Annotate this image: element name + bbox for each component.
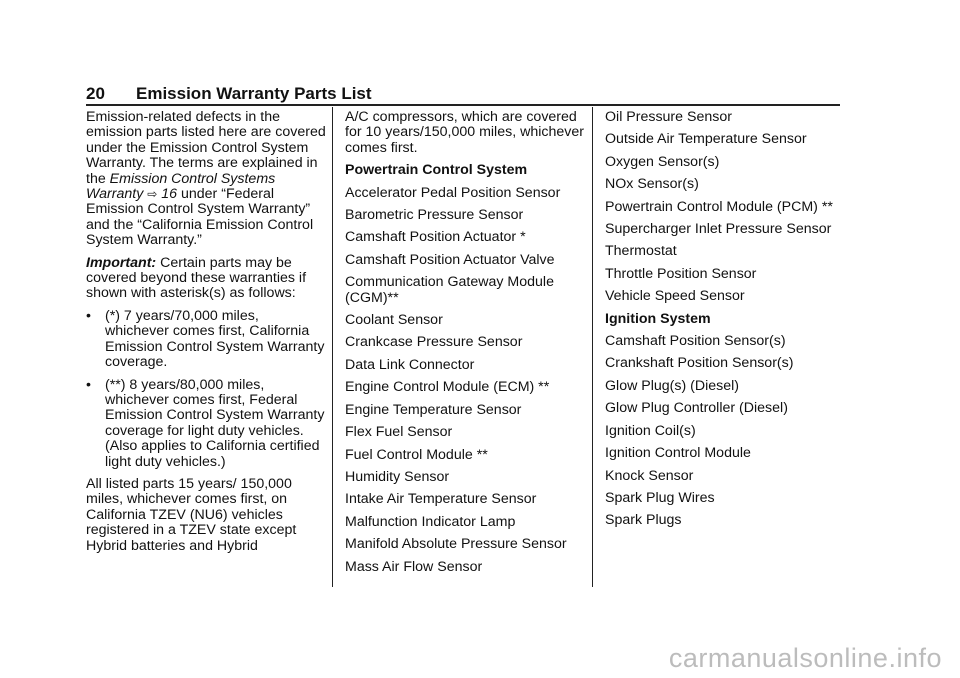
parts-list-item: Ignition Control Module xyxy=(605,445,751,462)
intro-paragraph xyxy=(86,110,326,249)
parts-list-item: Glow Plug Controller (Diesel) xyxy=(605,400,788,417)
column-3 xyxy=(605,110,850,536)
bullet-marker: • xyxy=(86,307,91,324)
parts-list-item: Spark Plugs xyxy=(605,512,682,529)
important-text: Certain parts may be covered beyond these warranties if shown with asterisk(s) as follows: xyxy=(86,254,307,302)
parts-list-item: Engine Control Module (ECM) ** xyxy=(345,379,550,396)
parts-list-item: Ignition Coil(s) xyxy=(605,422,696,439)
bullet-text: (**) 8 years/80,000 miles, whichever comes first, Federal Emission Control System Warranty coverage for light duty vehicles. (Also applies to California certified light duty vehicles.) xyxy=(105,376,325,470)
bullet-item xyxy=(86,378,326,470)
parts-list-item: Mass Air Flow Sensor xyxy=(345,558,483,575)
parts-list-item: Supercharger Inlet Pressure Sensor xyxy=(605,221,832,238)
parts-list-item: Manifold Absolute Pressure Sensor xyxy=(345,536,567,553)
parts-list-item: Accelerator Pedal Position Sensor xyxy=(345,184,561,201)
warranty-link[interactable]: Emission Control Systems Warranty xyxy=(86,170,276,203)
header-rule xyxy=(86,104,840,106)
parts-list-item: Outside Air Temperature Sensor xyxy=(605,131,807,148)
parts-list-item: Powertrain Control Module (PCM) ** xyxy=(605,198,833,215)
column-2 xyxy=(345,110,585,582)
continuation-text: A/C compressors, which are covered for 10 years/150,000 miles, whichever comes first. xyxy=(345,109,584,156)
parts-list-item: Malfunction Indicator Lamp xyxy=(345,513,516,530)
parts-list-item: Camshaft Position Actuator * xyxy=(345,229,526,246)
ignition-parts-list xyxy=(605,334,850,529)
watermark: carmanualsonline.info xyxy=(668,643,942,673)
parts-list-item: Oil Pressure Sensor xyxy=(605,109,732,125)
parts-list-item: Engine Temperature Sensor xyxy=(345,401,522,418)
parts-list-item: Vehicle Speed Sensor xyxy=(605,288,745,305)
powertrain-parts-list xyxy=(345,186,585,575)
column-divider-1 xyxy=(332,107,333,587)
parts-list-item: Thermostat xyxy=(605,243,677,260)
page-header xyxy=(86,84,840,104)
page-number: 20 xyxy=(86,84,105,103)
parts-list-item: Coolant Sensor xyxy=(345,312,443,329)
parts-list-item: Knock Sensor xyxy=(605,467,694,484)
parts-list-item: Spark Plug Wires xyxy=(605,489,715,506)
parts-list-item: Data Link Connector xyxy=(345,356,475,373)
parts-list-item: Barometric Pressure Sensor xyxy=(345,207,524,224)
page-ref-number[interactable]: 16 xyxy=(161,186,178,203)
parts-list-item: Crankcase Pressure Sensor xyxy=(345,334,523,351)
important-label: Important: xyxy=(86,254,157,271)
parts-list-item: Glow Plug(s) (Diesel) xyxy=(605,377,740,394)
parts-list-item: NOx Sensor(s) xyxy=(605,176,699,193)
important-note xyxy=(86,256,326,302)
intro-text-continued: under “Federal Emission Control System Warranty” and the “California Emission Control System Warranty.” xyxy=(86,186,314,249)
closing-paragraph: All listed parts 15 years/ 150,000 miles, whichever comes first, on California TZEV (NU6) vehicles registered in a TZEV state except Hybrid batteries and Hybrid xyxy=(86,475,297,554)
bullet-marker: • xyxy=(86,376,91,393)
parts-list-item: Camshaft Position Actuator Valve xyxy=(345,251,555,268)
column-1 xyxy=(86,110,326,561)
parts-list-item: Communication Gateway Module (CGM)** xyxy=(345,274,554,306)
bullet-text: (*) 7 years/70,000 miles, whichever comes first, California Emission Control System Warranty coverage. xyxy=(105,307,325,371)
parts-list-item: Fuel Control Module ** xyxy=(345,446,488,463)
parts-list-item: Humidity Sensor xyxy=(345,468,450,485)
section-heading-powertrain: Powertrain Control System xyxy=(345,162,528,179)
parts-list-item: Intake Air Temperature Sensor xyxy=(345,491,537,508)
parts-list-item: Flex Fuel Sensor xyxy=(345,424,453,441)
page-ref-arrow-icon: ⇨ xyxy=(147,187,158,202)
page-title: Emission Warranty Parts List xyxy=(136,84,372,103)
intro-text: Emission-related defects in the emission parts listed here are covered under the Emission Control System Warranty. The terms are explained in the xyxy=(86,109,326,187)
bullet-item xyxy=(86,309,326,371)
column-divider-2 xyxy=(592,107,593,587)
parts-list-item: Crankshaft Position Sensor(s) xyxy=(605,355,794,372)
bullet-list xyxy=(86,309,326,470)
powertrain-parts-list-continued xyxy=(605,110,850,305)
section-heading-ignition: Ignition System xyxy=(605,310,711,327)
parts-list-item: Oxygen Sensor(s) xyxy=(605,153,720,170)
parts-list-item: Camshaft Position Sensor(s) xyxy=(605,333,786,350)
parts-list-item: Throttle Position Sensor xyxy=(605,265,757,282)
